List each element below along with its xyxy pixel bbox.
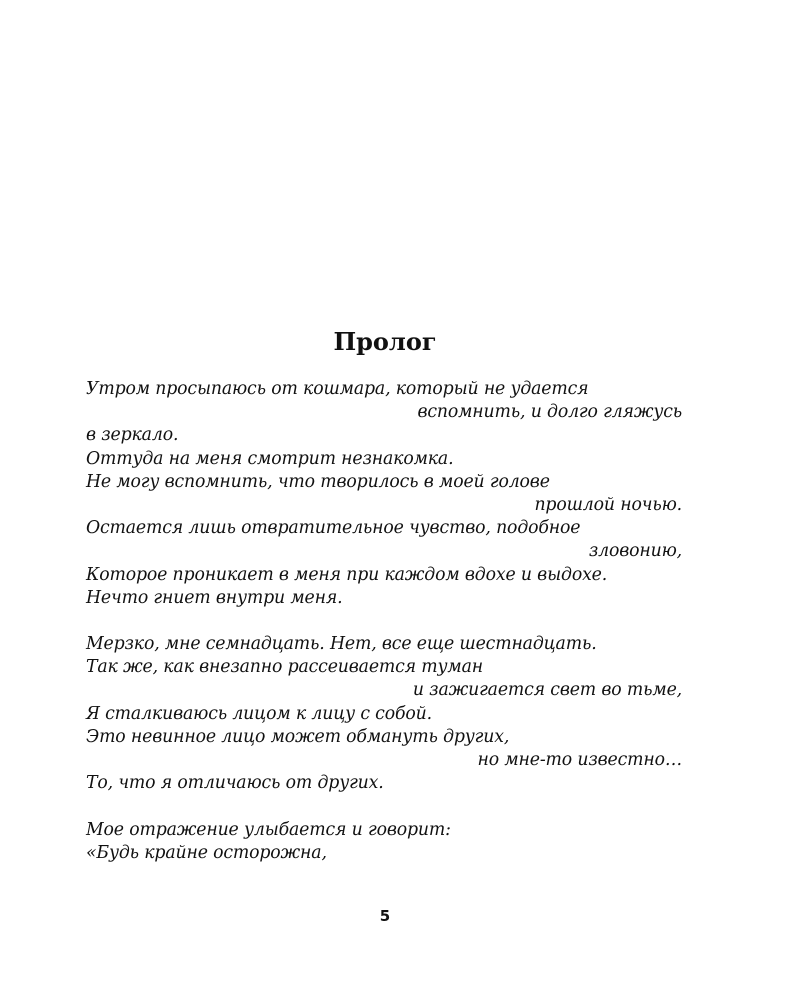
poem-line-continuation: прошлой ночью. bbox=[534, 494, 682, 515]
poem-line-continuation: и зажигается свет во тьме, bbox=[412, 680, 682, 701]
poem-line-continuation: но мне-то известно… bbox=[477, 750, 682, 770]
poem-line: Это невинное лицо может обмануть других, bbox=[86, 726, 510, 747]
chapter-title: Пролог bbox=[333, 327, 437, 356]
poem-line: Мерзко, мне семнадцать. Нет, все еще шестнадцать. bbox=[86, 634, 597, 655]
poem-line: Я сталкиваюсь лицом к лицу с собой. bbox=[86, 703, 432, 724]
poem-line: Так же, как внезапно рассеивается туман bbox=[86, 657, 483, 678]
poem-line: «Будь крайне осторожна, bbox=[86, 842, 327, 863]
poem-line: Утром просыпаюсь от кошмара, который не удается bbox=[86, 379, 589, 399]
poem-line: Остается лишь отвратительное чувство, подобное bbox=[86, 518, 581, 539]
poem-line: Которое проникает в меня при каждом вдохе и выдохе. bbox=[86, 564, 608, 585]
poem-line: Оттуда на меня смотрит незнакомка. bbox=[86, 448, 454, 469]
poem-line: Нечто гниет внутри меня. bbox=[86, 587, 343, 608]
stanza-break bbox=[86, 795, 682, 818]
poem-line: Мое отражение улыбается и говорит: bbox=[86, 819, 451, 840]
stanza-break bbox=[86, 610, 682, 633]
poem-line-continuation: вспомнить, и долго гляжусь bbox=[417, 402, 682, 423]
poem-text bbox=[86, 378, 682, 865]
poem-line-continuation: зловонию, bbox=[588, 541, 682, 562]
page-number: 5 bbox=[379, 907, 391, 925]
poem-line: Не могу вспомнить, что творилось в моей голове bbox=[86, 471, 550, 492]
poem-line: То, что я отличаюсь от других. bbox=[86, 773, 384, 794]
poem-line: в зеркало. bbox=[86, 425, 179, 446]
